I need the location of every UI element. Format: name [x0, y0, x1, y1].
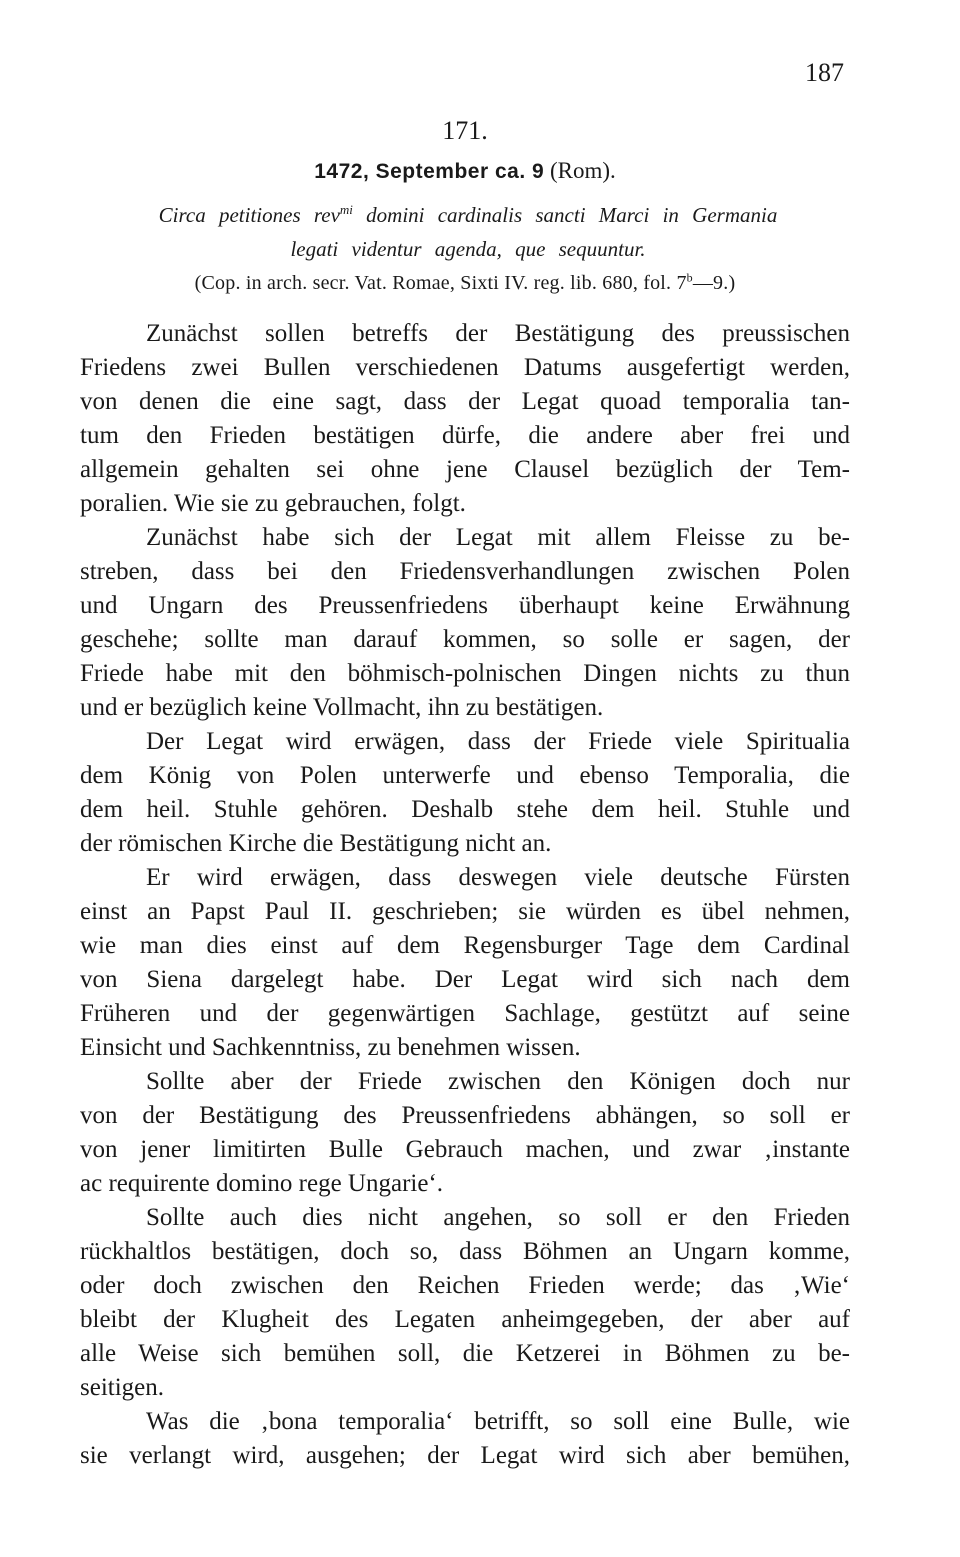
text-line: und Ungarn des Preussenfriedens überhaupt keine Erwähnung	[80, 592, 850, 619]
heading-line-2: legati videntur agenda, que sequuntur.	[290, 237, 646, 261]
text-line: Sollte auch dies nicht angehen, so soll er den Frieden	[146, 1204, 850, 1231]
date-line	[0, 158, 930, 184]
text-line: allgemein gehalten sei ohne jene Clausel bezüglich der Tem-	[80, 456, 850, 483]
text-line: Friede habe mit den böhmisch-polnischen Dingen nichts zu thun	[80, 660, 850, 687]
text-line: tum den Frieden bestätigen dürfe, die andere aber frei und	[80, 422, 850, 449]
source-reference: (Cop. in arch. secr. Vat. Romae, Sixti IV. reg. lib. 680, fol. 7$^b$—9.)	[194, 270, 736, 294]
text-line: sie verlangt wird, ausgehen; der Legat wird sich aber bemühen,	[80, 1442, 850, 1469]
text-line: Früheren und der gegenwärtigen Sachlage, gestützt auf seine	[80, 1000, 850, 1027]
text-line: rückhaltlos bestätigen, doch so, dass Böhmen an Ungarn komme,	[80, 1238, 850, 1265]
text-line: Friedens zwei Bullen verschiedenen Datums ausgefertigt werden,	[80, 354, 850, 381]
text-line: Was die ‚bona temporalia‘ betrifft, so soll eine Bulle, wie	[146, 1408, 850, 1435]
document-heading	[118, 198, 818, 266]
text-line: poralien. Wie sie zu gebrauchen, folgt.	[80, 490, 466, 517]
page-number: 187	[805, 58, 844, 87]
text-line: dem heil. Stuhle gehören. Deshalb stehe dem heil. Stuhle und	[80, 796, 850, 823]
text-line: von denen die eine sagt, dass der Legat quoad temporalia tan-	[80, 388, 850, 415]
document-date: 1472, September ca. 9	[314, 160, 545, 183]
body-text	[80, 317, 850, 1473]
text-line: geschehe; sollte man darauf kommen, so solle er sagen, der	[80, 626, 850, 653]
text-line: wie man dies einst auf dem Regensburger Tage dem Cardinal	[80, 932, 850, 959]
text-line: Er wird erwägen, dass deswegen viele deutsche Fürsten	[146, 864, 850, 891]
heading-line-1: Circa petitiones rev$^{mi}$ domini cardinalis sancti Marci in Germania	[158, 202, 778, 227]
document-number: 171.	[442, 116, 488, 145]
text-line: oder doch zwischen den Reichen Frieden werde; das ‚Wie‘	[80, 1272, 850, 1299]
text-line: von jener limitirten Bulle Gebrauch machen, und zwar ‚instante	[80, 1136, 850, 1163]
text-line: einst an Papst Paul II. geschrieben; sie würden es übel nehmen,	[80, 898, 850, 925]
text-line: Zunächst habe sich der Legat mit allem Fleisse zu be-	[146, 524, 850, 551]
text-line: Sollte aber der Friede zwischen den Königen doch nur	[146, 1068, 850, 1095]
text-line: seitigen.	[80, 1374, 165, 1401]
document-place: (Rom).	[549, 158, 616, 183]
text-line: streben, dass bei den Friedensverhandlungen zwischen Polen	[80, 558, 850, 585]
text-line: der römischen Kirche die Bestätigung nicht an.	[80, 830, 552, 857]
text-line: von der Bestätigung des Preussenfriedens abhängen, so soll er	[80, 1102, 850, 1129]
text-line: Zunächst sollen betreffs der Bestätigung des preussischen	[146, 320, 850, 347]
text-line: alle Weise sich bemühen soll, die Ketzerei in Böhmen zu be-	[80, 1340, 850, 1367]
text-line: und er bezüglich keine Vollmacht, ihn zu bestätigen.	[80, 694, 604, 721]
text-line: ac requirente domino rege Ungarie‘.	[80, 1170, 444, 1197]
text-line: bleibt der Klugheit des Legaten anheimgegeben, der aber auf	[80, 1306, 850, 1333]
text-line: Der Legat wird erwägen, dass der Friede viele Spiritualia	[146, 728, 850, 755]
text-line: Einsicht und Sachkenntniss, zu benehmen wissen.	[80, 1034, 581, 1061]
text-line: von Siena dargelegt habe. Der Legat wird sich nach dem	[80, 966, 850, 993]
text-line: dem König von Polen unterwerfe und ebenso Temporalia, die	[80, 762, 850, 789]
